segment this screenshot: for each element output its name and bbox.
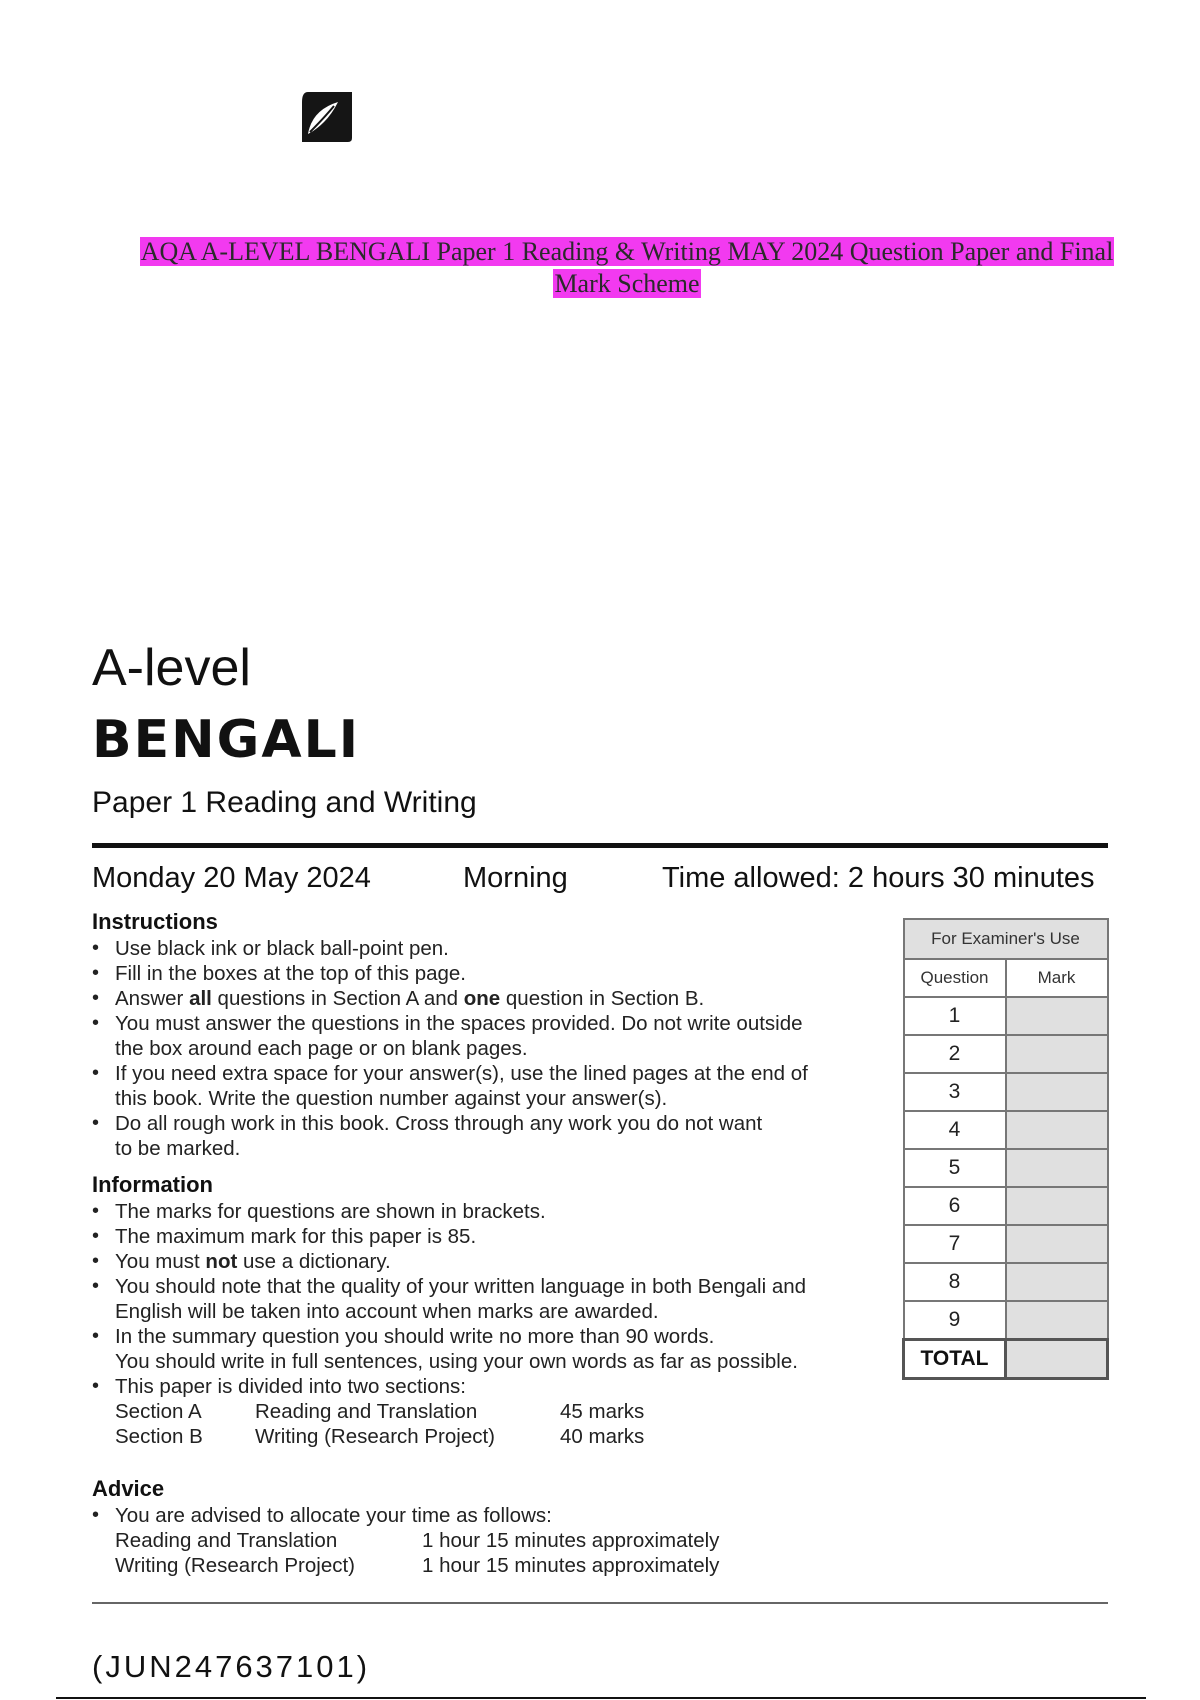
total-label: TOTAL (904, 1340, 1006, 1379)
instruction-item: • Do all rough work in this book. Cross through any work you do not want to be marked. (92, 1111, 882, 1161)
footer-divider (92, 1602, 1108, 1604)
subject-title: BENGALI (92, 710, 361, 770)
advice-row: Reading and Translation 1 hour 15 minutes approximately (115, 1529, 720, 1552)
mark-cell (1006, 1073, 1108, 1111)
mark-cell (1006, 997, 1108, 1035)
information-item: • You should note that the quality of your written language in both Bengali and English will be taken into account when marks are awarded. (92, 1274, 882, 1324)
mark-cell (1006, 1035, 1108, 1073)
section-row: Section A Reading and Translation 45 marks (115, 1400, 645, 1423)
examiner-table-title: For Examiner's Use (904, 919, 1108, 959)
question-column-header: Question (904, 959, 1006, 997)
exam-session: Morning (463, 862, 568, 894)
mark-cell (1006, 1149, 1108, 1187)
instruction-item: • If you need extra space for your answer(s), use the lined pages at the end of this book. Write the question number against your answer(s). (92, 1061, 882, 1111)
table-row: 9 (904, 1301, 1108, 1340)
paper-title: Paper 1 Reading and Writing (92, 786, 477, 819)
page-bottom-rule (56, 1697, 1146, 1699)
header-divider (92, 843, 1108, 848)
advice-section (92, 1475, 882, 1578)
instructions-section (92, 908, 882, 1161)
banner-line-1: AQA A-LEVEL BENGALI Paper 1 Reading & Writing MAY 2024 Question Paper and Final (140, 237, 1114, 266)
table-row: 8 (904, 1263, 1108, 1301)
banner-line-2: Mark Scheme (554, 269, 700, 298)
leaf-logo-icon (298, 88, 356, 146)
information-section (92, 1171, 882, 1449)
mark-cell (1006, 1225, 1108, 1263)
table-row: 3 (904, 1073, 1108, 1111)
instruction-item: • Answer all questions in Section A and one question in Section B. (92, 986, 882, 1011)
total-row (904, 1340, 1108, 1379)
instruction-item: • Use black ink or black ball-point pen. (92, 936, 882, 961)
mark-cell (1006, 1301, 1108, 1340)
title-banner (92, 236, 1162, 300)
table-row: 2 (904, 1035, 1108, 1073)
table-row: 6 (904, 1187, 1108, 1225)
information-item: • The marks for questions are shown in brackets. (92, 1199, 882, 1224)
advice-heading: Advice (92, 1476, 165, 1501)
instruction-item: • Fill in the boxes at the top of this page. (92, 961, 882, 986)
table-row: 5 (904, 1149, 1108, 1187)
advice-item: • You are advised to allocate your time as follows: (92, 1503, 882, 1528)
examiner-use-table (902, 918, 1109, 1380)
information-heading: Information (92, 1172, 213, 1197)
qualification-level: A-level (92, 639, 251, 697)
total-mark-cell (1006, 1340, 1108, 1379)
exam-date: Monday 20 May 2024 (92, 862, 371, 894)
instruction-item: • You must answer the questions in the spaces provided. Do not write outside the box around each page or on blank pages. (92, 1011, 882, 1061)
mark-cell (1006, 1111, 1108, 1149)
information-item: • In the summary question you should write no more than 90 words. You should write in full sentences, using your own words as far as possible. (92, 1324, 882, 1374)
information-item: • The maximum mark for this paper is 85. (92, 1224, 882, 1249)
mark-cell (1006, 1263, 1108, 1301)
table-row: 7 (904, 1225, 1108, 1263)
information-item: • This paper is divided into two sections: (92, 1374, 882, 1399)
time-allowed: Time allowed: 2 hours 30 minutes (662, 862, 1095, 894)
information-item: • You must not use a dictionary. (92, 1249, 882, 1274)
instructions-heading: Instructions (92, 909, 218, 934)
mark-column-header: Mark (1006, 959, 1108, 997)
mark-cell (1006, 1187, 1108, 1225)
table-row: 4 (904, 1111, 1108, 1149)
advice-row: Writing (Research Project) 1 hour 15 minutes approximately (115, 1554, 720, 1577)
table-row: 1 (904, 997, 1108, 1035)
paper-code: (JUN247637101) (92, 1649, 371, 1684)
section-row: Section B Writing (Research Project) 40 marks (115, 1425, 645, 1448)
